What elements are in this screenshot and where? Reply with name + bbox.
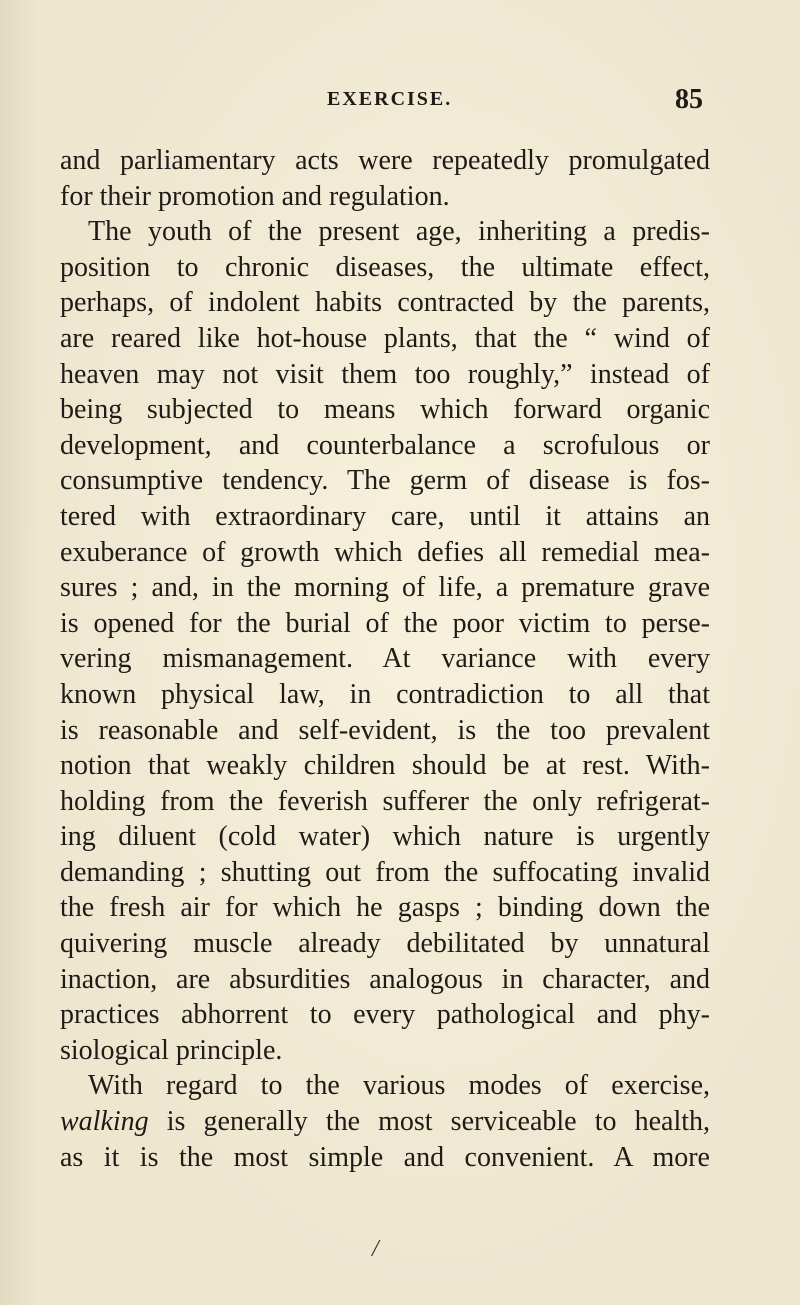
text-line: for their promotion and regulation. — [60, 180, 450, 212]
text-line: development, and counterbalance a scrofulous or — [60, 429, 710, 461]
text-line: tered with extraordinary care, until it attains an — [60, 500, 710, 532]
text-line: siological principle. — [60, 1034, 283, 1066]
text-line: is opened for the burial of the poor victim to perse- — [60, 607, 710, 639]
text-line: demanding ; shutting out from the suffocating invalid — [60, 856, 710, 888]
text-line: and parliamentary acts were repeatedly promulgated — [60, 145, 710, 176]
body-text — [60, 143, 710, 1175]
text-line: practices abhorrent to every pathological and phy- — [60, 999, 710, 1031]
text-line: known physical law, in contradiction to all that — [60, 678, 710, 710]
text-line: as it is the most simple and convenient. A more — [60, 1141, 710, 1173]
running-head: EXERCISE. — [327, 88, 453, 110]
text-line: being subjected to means which forward organic — [60, 394, 710, 426]
text-line: notion that weakly children should be at rest. With- — [60, 750, 710, 782]
text-line: exuberance of growth which defies all remedial mea- — [60, 536, 710, 568]
text-line: consumptive tendency. The germ of disease is fos- — [60, 465, 710, 497]
text-line: sures ; and, in the morning of life, a premature grave — [60, 572, 710, 604]
emphasis-walking: walking — [60, 1106, 149, 1138]
text-line: perhaps, of indolent habits contracted by the parents, — [60, 287, 710, 319]
page-header — [0, 84, 800, 114]
text-line: inaction, are absurdities analogous in character, and — [60, 963, 710, 995]
text-line: The youth of the present age, inheriting a predis- — [88, 216, 710, 248]
text-line: position to chronic diseases, the ultimate effect, — [60, 251, 710, 283]
text-line: is reasonable and self-evident, is the too prevalent — [60, 714, 710, 746]
stray-mark: / — [372, 1236, 379, 1262]
text-line: heaven may not visit them too roughly,” instead of — [60, 358, 710, 390]
text-line: quivering muscle already debilitated by unnatural — [60, 928, 710, 960]
text-line-rest: is generally the most serviceable to health, — [166, 1106, 710, 1138]
text-line: the fresh air for which he gasps ; binding down the — [60, 892, 710, 924]
text-line: With regard to the various modes of exercise, — [88, 1070, 710, 1102]
page-number: 85 — [675, 84, 703, 115]
text-line: vering mismanagement. At variance with every — [60, 643, 710, 675]
text-line: holding from the feverish sufferer the only refrigerat- — [60, 785, 710, 817]
text-line: are reared like hot-house plants, that the “ wind of — [60, 322, 710, 354]
text-line: ing diluent (cold water) which nature is urgently — [60, 821, 710, 853]
text-line-walking — [60, 1104, 710, 1140]
